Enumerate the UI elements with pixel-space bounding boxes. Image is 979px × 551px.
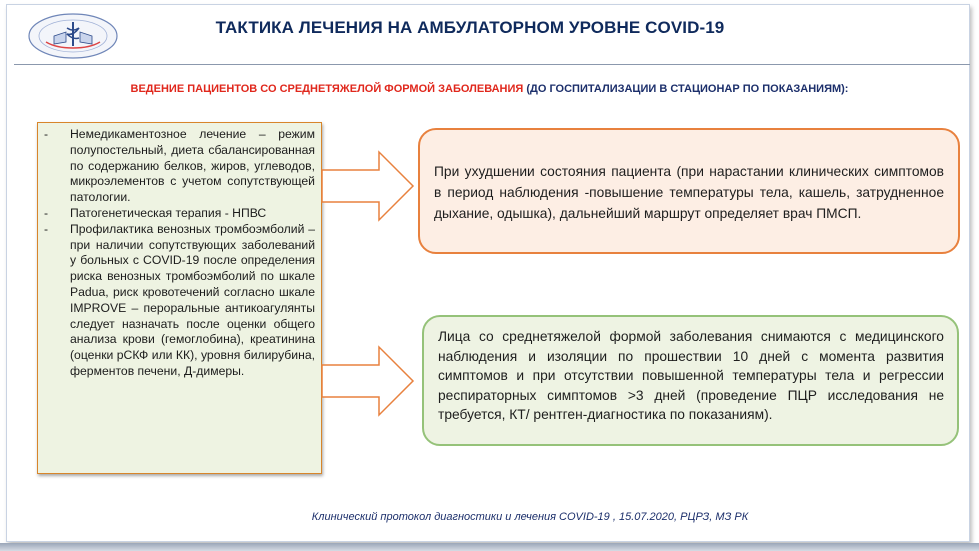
list-item-text: Патогенетическая терапия - НПВС (70, 205, 267, 220)
section-subtitle (0, 83, 979, 95)
subtitle-red-part: ВЕДЕНИЕ ПАЦИЕНТОВ СО СРЕДНЕТЯЖЕЛОЙ ФОРМОЙ ЗАБОЛЕВАНИЯ (130, 83, 524, 95)
medical-university-emblem-icon (26, 12, 120, 60)
bullet-dash: - (44, 221, 49, 236)
treatment-list (44, 127, 315, 380)
page-title: ТАКТИКА ЛЕЧЕНИЯ НА АМБУЛАТОРНОМ УРОВНЕ COVID-19 (215, 18, 725, 37)
list-item-text: Профилактика венозных тромбоэмболий – при наличии сопутствующих заболеваний у больных с COVID-19 после определения риска венозных тромбоэмболий по шкале Padua, риск кровотечений согласно шкале IMPROVE – пероральные антикоагулянты следует назначать после оценки общего анализа крови (гемоглобина), креатинина (оценки рСКФ или КК), уровня билирубина, ферментов печени, Д-димеры. (70, 221, 315, 378)
list-item-text: Немедикаментозное лечение – режим полупостельный, диета сбалансированная по содержанию белков, жиров, углеводов, микроэлементов с учетом сопутствующей патологии. (70, 127, 315, 205)
treatment-list-box (37, 122, 322, 474)
arrow-right-icon (321, 150, 415, 222)
worsening-condition-text: При ухудшении состояния пациента (при нарастании клинических симптомов в период наблюдения -повышение температуры тела, кашель, затрудненное дыхание, одышка), дальнейший маршрут определяет врач ПМСП. (434, 164, 944, 221)
list-item (44, 206, 315, 222)
slide-bottom-shadow (0, 543, 979, 551)
bullet-dash: - (44, 205, 49, 220)
arrow-right-icon (321, 345, 415, 417)
source-footer: Клинический протокол диагностики и лечения COVID-19 , 15.07.2020, РЦРЗ, МЗ РК (311, 511, 749, 523)
subtitle-blue-part: (ДО ГОСПИТАЛИЗАЦИИ В СТАЦИОНАР ПО ПОКАЗАНИЯМ): (523, 83, 849, 95)
discharge-criteria-text: Лица со среднетяжелой формой заболевания снимаются с медицинского наблюдения и изоляции по прошествии 10 дней с момента развития симптомов и при отсутствии повышенной температуры тела и регрессии респираторных симптомов >3 дней (проведение ПЦР исследования не требуется, КТ/ рентген-диагностика по показаниям). (438, 329, 944, 422)
title-divider (14, 64, 970, 65)
worsening-condition-box (418, 128, 960, 254)
list-item (44, 127, 315, 206)
list-item (44, 222, 315, 380)
discharge-criteria-box (422, 315, 959, 446)
bullet-dash: - (44, 127, 49, 141)
